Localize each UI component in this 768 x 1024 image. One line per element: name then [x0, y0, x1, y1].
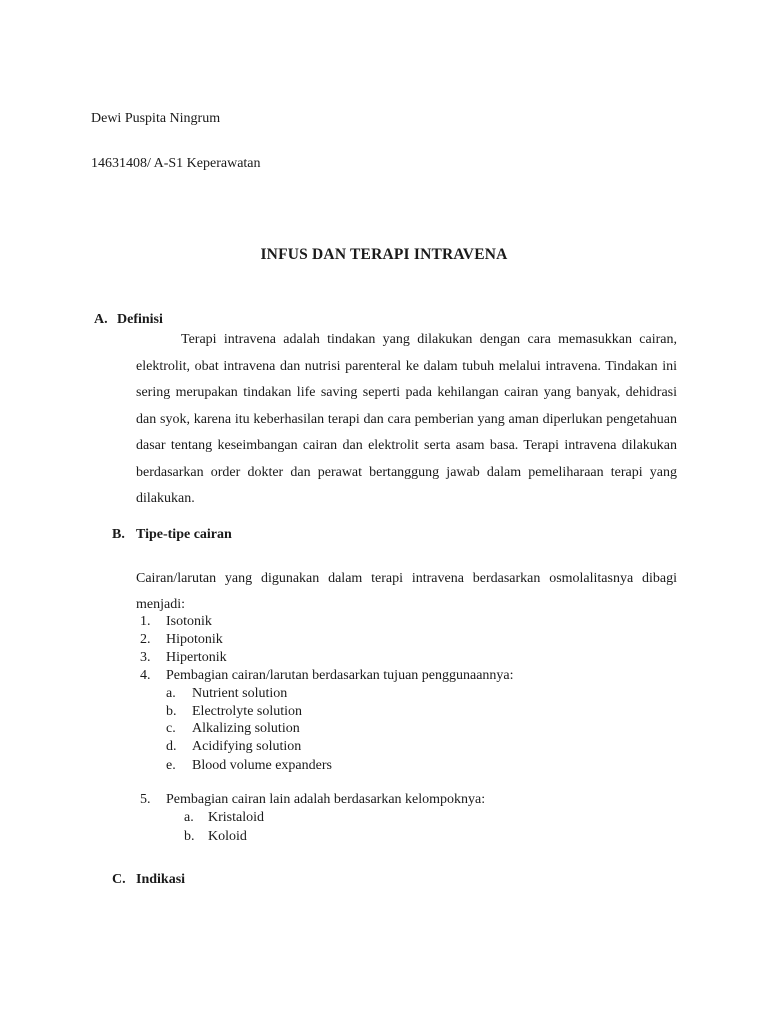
sub-list-item — [184, 829, 247, 845]
sub-list-item-letter: b. — [184, 829, 195, 844]
sub-list-item — [166, 686, 287, 702]
section-c-heading — [112, 872, 185, 888]
sub-list-item — [166, 721, 300, 737]
section-c-label: C. — [112, 872, 126, 887]
student-id: 14631408/ A-S1 Keperawatan — [91, 156, 261, 171]
sub-list-item — [166, 758, 332, 774]
list-item-number: 5. — [140, 792, 151, 807]
list-item — [140, 632, 223, 648]
list-item-text: Isotonik — [166, 614, 212, 629]
list-item-number: 2. — [140, 632, 151, 647]
sub-list-item-text: Nutrient solution — [192, 686, 288, 701]
list-item — [140, 614, 212, 630]
section-b-title: Tipe-tipe cairan — [136, 527, 232, 542]
list-item — [140, 668, 514, 684]
sub-list-item-letter: c. — [166, 721, 176, 736]
sub-list-item-letter: a. — [184, 810, 194, 825]
section-a-label: A. — [94, 312, 108, 327]
sub-list-item-text: Electrolyte solution — [192, 704, 303, 719]
sub-list-item-text: Alkalizing solution — [192, 721, 300, 736]
section-b-heading — [112, 527, 232, 543]
definition-paragraph: Terapi intravena adalah tindakan yang dilakukan dengan cara memasukkan cairan, elektrolit, obat intravena dan nutrisi parenteral ke dalam tubuh melalui intravena. Tindakan ini sering merupakan tindakan life saving seperti pada kehilangan cairan yang banyak, dehidrasi dan syok, karena itu keberhasilan terapi dan cara pemberian yang aman diperlukan pengetahuan dasar tentang keseimbangan cairan dan elektrolit serta asam basa. Terapi intravena dilakukan berdasarkan order dokter dan perawat bertanggung jawab dalam pemeliharaan terapi yang dilakukan. — [136, 332, 677, 506]
sub-list-item — [184, 810, 264, 826]
sub-list-item-letter: e. — [166, 758, 176, 773]
list-item-text: Hipertonik — [166, 650, 227, 665]
sub-list-item — [166, 739, 301, 755]
sub-list-item-text: Blood volume expanders — [192, 758, 332, 773]
list-item — [140, 792, 485, 808]
sub-list-item-text: Acidifying solution — [192, 739, 302, 754]
sub-list-item-text: Koloid — [208, 829, 247, 844]
list-item-text: Hipotonik — [166, 632, 223, 647]
sub-list-item-letter: b. — [166, 704, 177, 719]
fluid-types-paragraph: Cairan/larutan yang digunakan dalam terapi intravena berdasarkan osmolalitasnya dibagi menjadi: — [136, 571, 677, 612]
list-item-text: Pembagian cairan/larutan berdasarkan tujuan penggunaannya: — [166, 668, 514, 683]
section-b-label: B. — [112, 527, 125, 542]
sub-list-item-text: Kristaloid — [208, 810, 264, 825]
sub-list-item — [166, 704, 302, 720]
section-a-title: Definisi — [117, 312, 163, 327]
author-name: Dewi Puspita Ningrum — [91, 111, 221, 126]
list-item-number: 4. — [140, 668, 151, 683]
list-item-text: Pembagian cairan lain adalah berdasarkan kelompoknya: — [166, 792, 486, 807]
section-a-heading — [94, 312, 163, 328]
sub-list-item-letter: a. — [166, 686, 176, 701]
document-title: INFUS DAN TERAPI INTRAVENA — [260, 246, 508, 263]
list-item — [140, 650, 227, 666]
section-c-title: Indikasi — [136, 872, 186, 887]
list-item-number: 3. — [140, 650, 151, 665]
list-item-number: 1. — [140, 614, 151, 629]
sub-list-item-letter: d. — [166, 739, 177, 754]
